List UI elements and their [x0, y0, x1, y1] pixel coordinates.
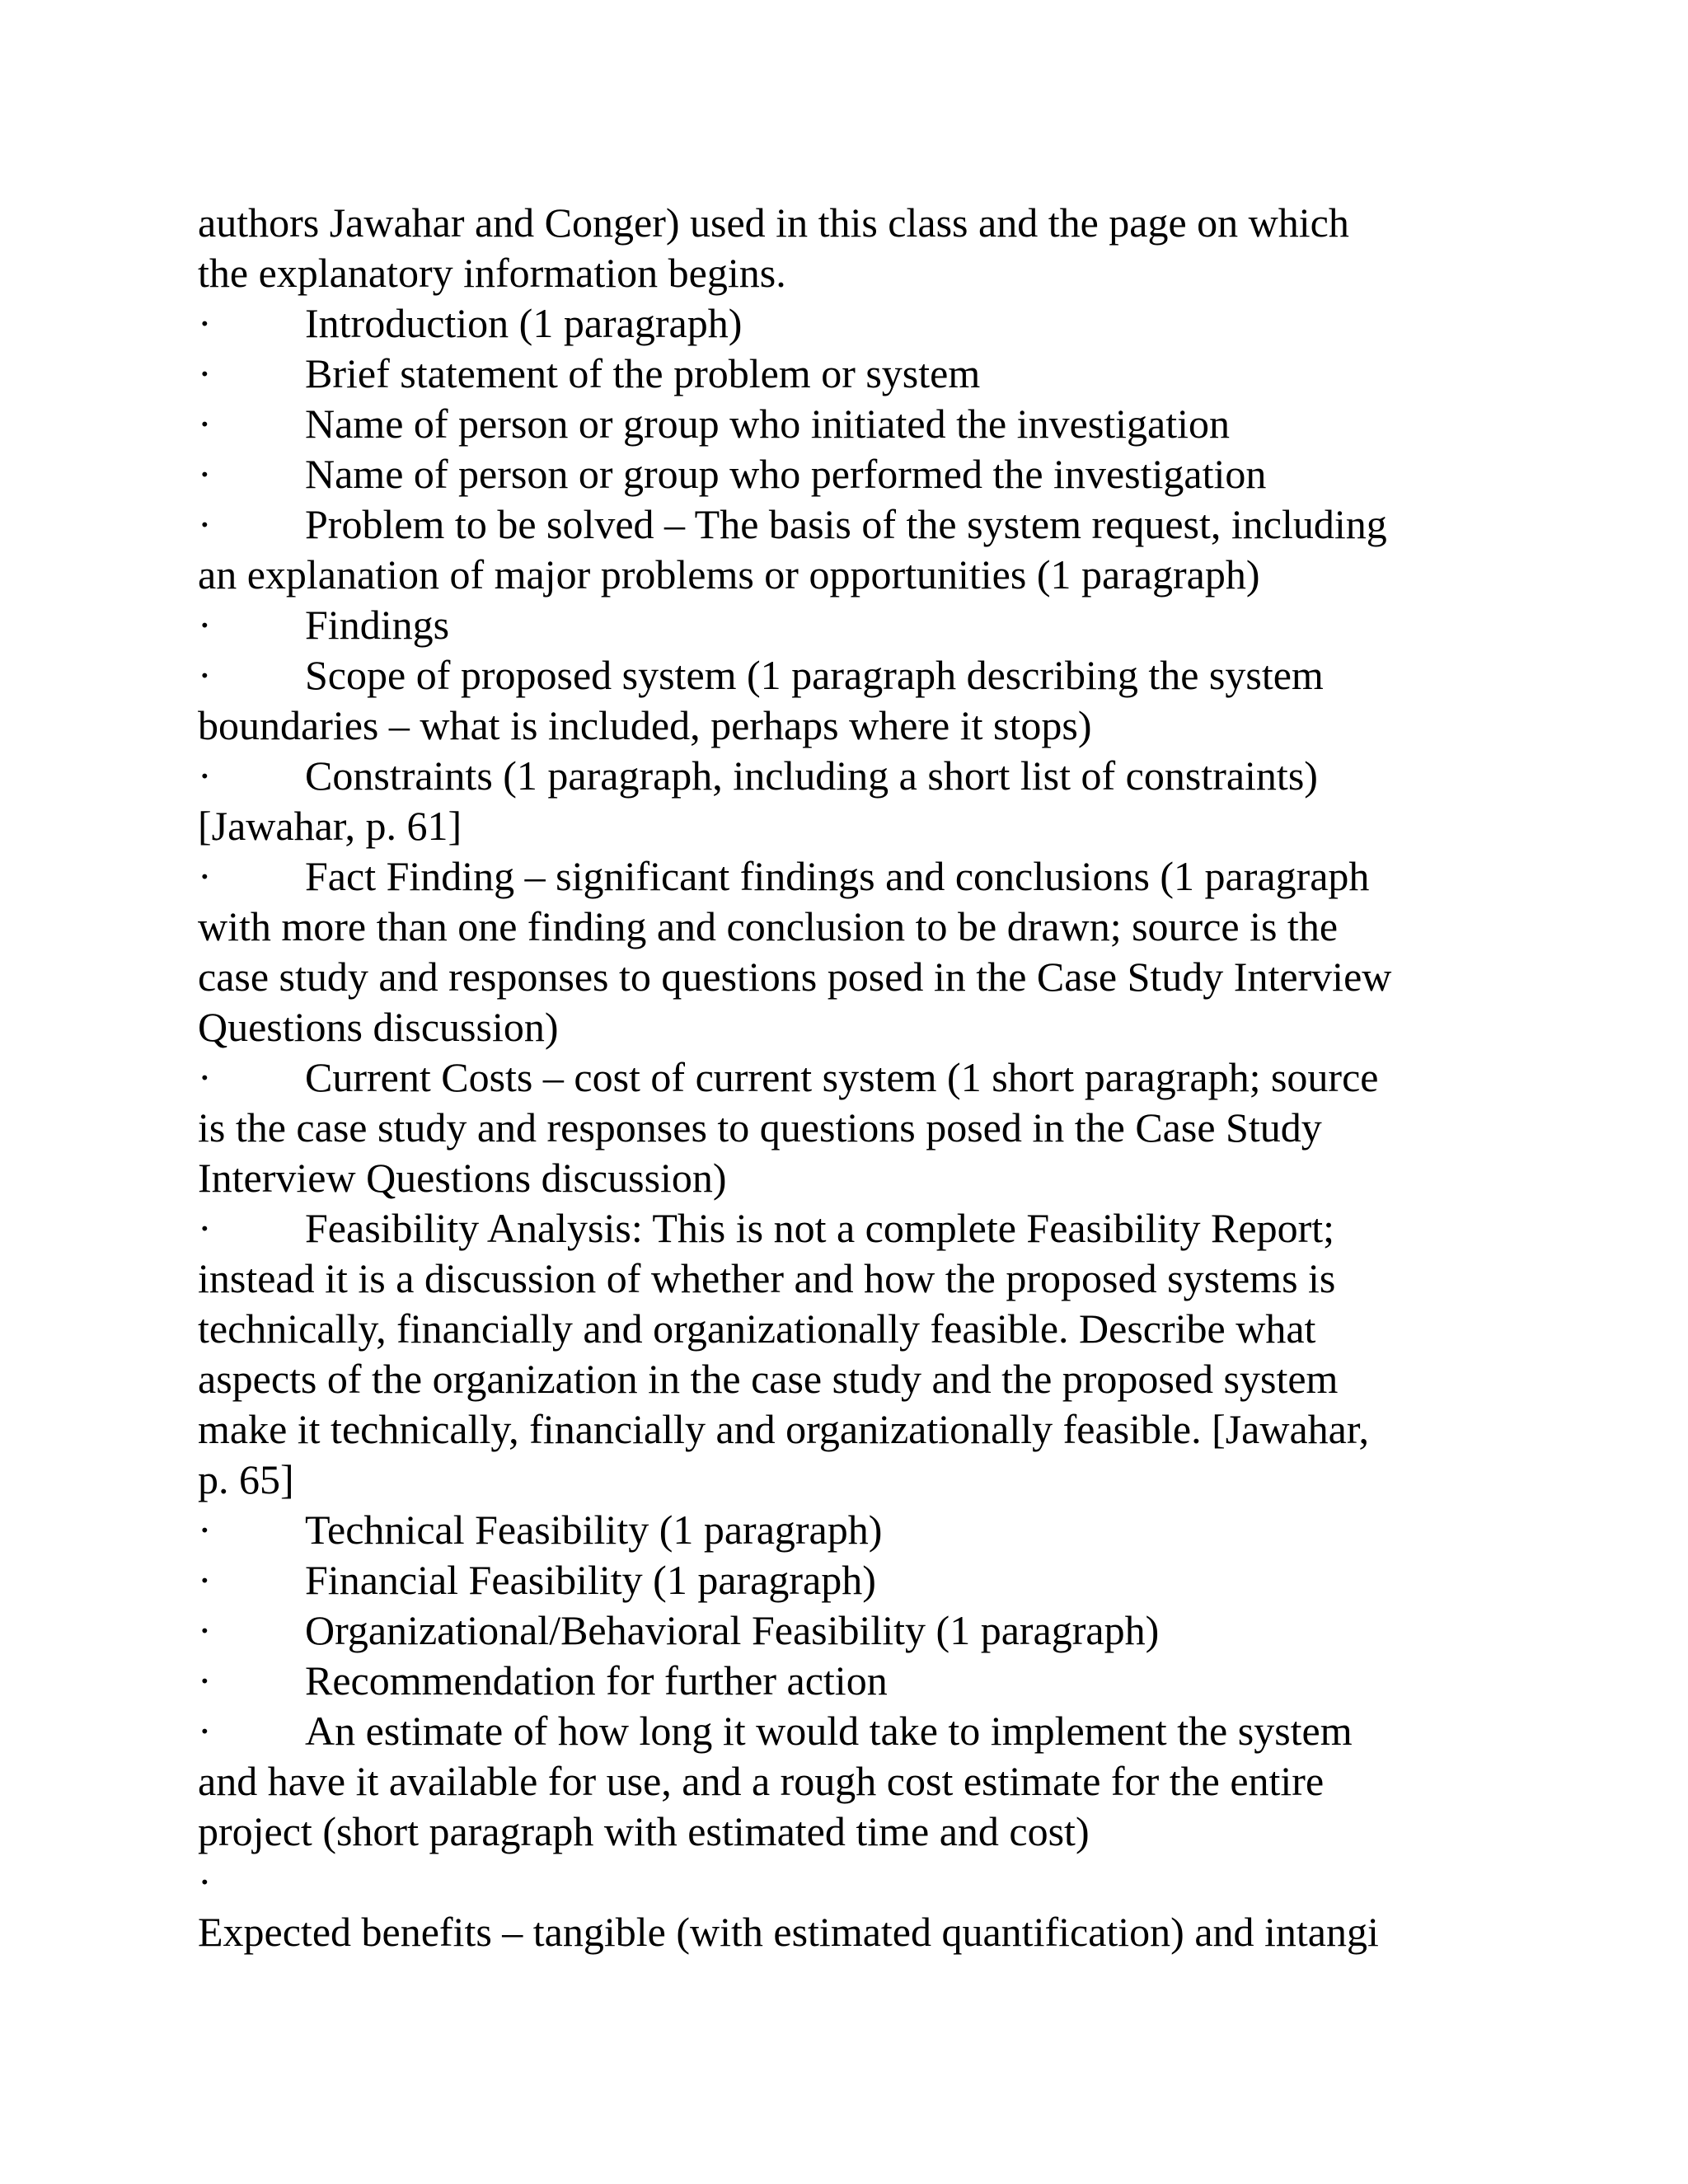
bullet-item-scope — [198, 650, 1484, 701]
text-line: [Jawahar, p. 61] — [198, 803, 462, 849]
bullet-dot-icon: · — [198, 1054, 212, 1100]
bullet-item-technical-feasibility — [198, 1505, 1484, 1555]
text-line: is the case study and responses to questions posed in the Case Study — [198, 1104, 1322, 1151]
bullet-dot-icon: · — [198, 853, 212, 899]
bullet-item-text: Feasibility Analysis: This is not a complete Feasibility Report; — [305, 1205, 1334, 1251]
bullet-item-recommendation — [198, 1656, 1484, 1706]
text-line: p. 65] — [198, 1456, 294, 1502]
bullet-item-text: Scope of proposed system (1 paragraph describing the system — [305, 652, 1324, 698]
bullet-item-introduction — [198, 298, 1484, 349]
text-line: Expected benefits – tangible (with estimated quantification) and intangi — [198, 1909, 1379, 1955]
bullet-dot-icon: · — [198, 602, 212, 648]
bullet-item-text: Findings — [305, 602, 450, 648]
bullet-dot-icon: · — [198, 652, 212, 698]
bullet-item-text: Organizational/Behavioral Feasibility (1 paragraph) — [305, 1607, 1160, 1653]
bullet-item-current-costs — [198, 1052, 1484, 1103]
bullet-item-text: Introduction (1 paragraph) — [305, 300, 743, 346]
bullet-dot-icon: · — [198, 1657, 212, 1704]
bullet-dot-icon: · — [198, 1858, 212, 1905]
text-line: make it technically, financially and organizationally feasible. [Jawahar, — [198, 1406, 1370, 1452]
bullet-item-text: Fact Finding – significant findings and conclusions (1 paragraph — [305, 853, 1370, 899]
bullet-item-text: Problem to be solved – The basis of the system request, including — [305, 501, 1387, 547]
bullet-item-text: An estimate of how long it would take to implement the system — [305, 1708, 1353, 1754]
bullet-item-organizational-feasibility — [198, 1605, 1484, 1656]
bullet-dot-icon: · — [198, 1607, 212, 1653]
bullet-dot-icon: · — [198, 451, 212, 497]
text-line: with more than one finding and conclusion to be drawn; source is the — [198, 903, 1339, 949]
bullet-item-text: Recommendation for further action — [305, 1657, 888, 1704]
bullet-item-text: Financial Feasibility (1 paragraph) — [305, 1557, 876, 1603]
document-body — [198, 198, 1484, 1957]
bullet-dot-icon: · — [198, 752, 212, 799]
text-line: boundaries – what is included, perhaps where it stops) — [198, 702, 1092, 748]
bullet-item-text: Constraints (1 paragraph, including a short list of constraints) — [305, 752, 1318, 799]
text-line: project (short paragraph with estimated time and cost) — [198, 1808, 1090, 1854]
bullet-dot-icon: · — [198, 1708, 212, 1754]
text-line: aspects of the organization in the case study and the proposed system — [198, 1356, 1339, 1402]
bullet-item-feasibility-analysis — [198, 1203, 1484, 1254]
bullet-item-problem — [198, 499, 1484, 550]
bullet-item-text: Current Costs – cost of current system (1 short paragraph; source — [305, 1054, 1379, 1100]
bullet-item-empty — [198, 1857, 1484, 1907]
bullet-dot-icon: · — [198, 1557, 212, 1603]
bullet-item-initiator — [198, 399, 1484, 449]
text-line: and have it available for use, and a rough cost estimate for the entire — [198, 1758, 1325, 1804]
text-line: Interview Questions discussion) — [198, 1155, 727, 1201]
bullet-item-brief-statement — [198, 349, 1484, 399]
bullet-item-text: Brief statement of the problem or system — [305, 350, 981, 396]
text-line: case study and responses to questions posed in the Case Study Interview — [198, 954, 1392, 1000]
bullet-item-financial-feasibility — [198, 1555, 1484, 1605]
bullet-dot-icon: · — [198, 501, 212, 547]
text-line: technically, financially and organizationally feasible. Describe what — [198, 1305, 1316, 1352]
bullet-item-fact-finding — [198, 851, 1484, 902]
text-line: instead it is a discussion of whether and how the proposed systems is — [198, 1255, 1336, 1301]
bullet-dot-icon: · — [198, 350, 212, 396]
bullet-dot-icon: · — [198, 1507, 212, 1553]
text-line: the explanatory information begins. — [198, 250, 786, 296]
bullet-dot-icon: · — [198, 401, 212, 447]
text-line: Questions discussion) — [198, 1004, 559, 1050]
bullet-item-estimate — [198, 1706, 1484, 1756]
text-line: authors Jawahar and Conger) used in this class and the page on which — [198, 199, 1349, 246]
bullet-item-text: Technical Feasibility (1 paragraph) — [305, 1507, 883, 1553]
bullet-item-findings — [198, 600, 1484, 650]
bullet-item-text: Name of person or group who performed the investigation — [305, 451, 1267, 497]
text-line: an explanation of major problems or opportunities (1 paragraph) — [198, 551, 1260, 598]
bullet-dot-icon: · — [198, 300, 212, 346]
bullet-dot-icon: · — [198, 1205, 212, 1251]
bullet-item-performer — [198, 449, 1484, 499]
bullet-item-constraints — [198, 751, 1484, 801]
bullet-item-text: Name of person or group who initiated the investigation — [305, 401, 1230, 447]
